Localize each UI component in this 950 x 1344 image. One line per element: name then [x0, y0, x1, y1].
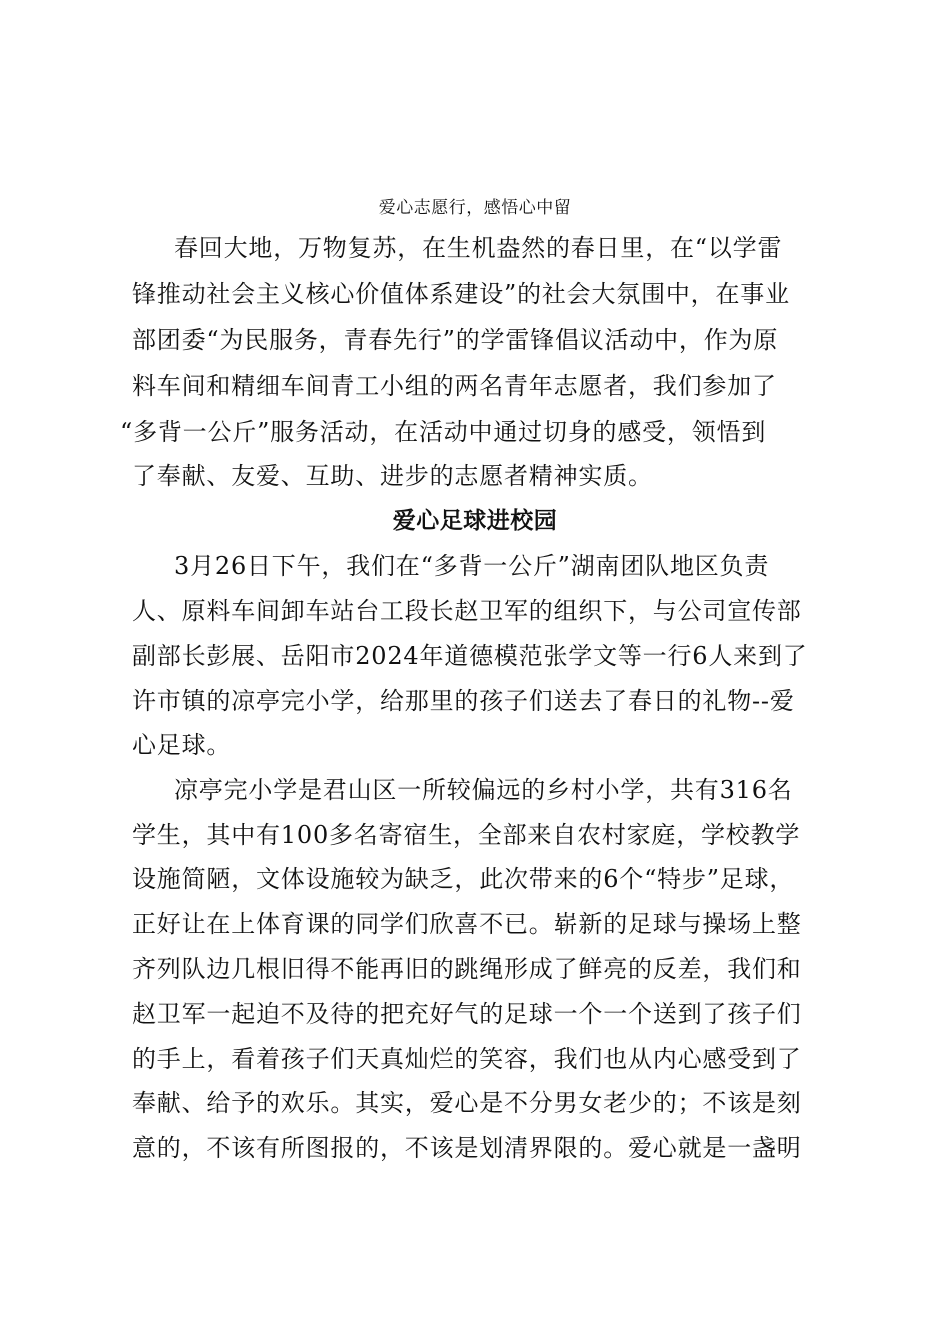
- intro-line: 锋推动社会主义核心价值体系建设”的社会大氛围中，在事业: [132, 280, 790, 308]
- intro-line: 了奉献、友爱、互助、进步的志愿者精神实质。: [132, 462, 653, 490]
- paragraph-line: 的手上，看着孩子们天真灿烂的笑容，我们也从内心感受到了: [132, 1045, 802, 1073]
- paragraph-line: 3月26日下午，我们在“多背一公斤”湖南团队地区负责: [174, 552, 770, 580]
- paragraph-line: 意的，不该有所图报的，不该是划清界限的。爱心就是一盏明: [132, 1134, 802, 1162]
- paragraph-line: 齐列队边几根旧得不能再旧的跳绳形成了鲜亮的反差，我们和: [132, 955, 802, 983]
- paragraph-line: 许市镇的凉亭完小学，给那里的孩子们送去了春日的礼物--爱: [132, 687, 795, 715]
- intro-line: “多背一公斤”服务活动，在活动中通过切身的感受，领悟到: [120, 418, 767, 446]
- intro-line: 部团委“为民服务，青春先行”的学雷锋倡议活动中，作为原: [132, 326, 779, 354]
- intro-line: 春回大地，万物复苏，在生机盎然的春日里，在“以学雷: [174, 234, 783, 262]
- intro-line: 料车间和精细车间青工小组的两名青年志愿者，我们参加了: [132, 372, 777, 400]
- paragraph-line: 正好让在上体育课的同学们欣喜不已。崭新的足球与操场上整: [132, 910, 802, 938]
- paragraph-line: 人、原料车间卸车站台工段长赵卫军的组织下，与公司宣传部: [132, 597, 802, 625]
- paragraph-line: 凉亭完小学是君山区一所较偏远的乡村小学，共有316名: [174, 776, 793, 804]
- paragraph-line: 奉献、给予的欢乐。其实，爱心是不分男女老少的；不该是刻: [132, 1089, 802, 1117]
- paragraph-line: 设施简陋，文体设施较为缺乏，此次带来的6个“特步”足球，: [132, 865, 795, 893]
- document-title: 爱心志愿行，感悟心中留: [378, 198, 572, 218]
- paragraph-line: 副部长彭展、岳阳市2024年道德模范张学文等一行6人来到了: [132, 642, 808, 670]
- paragraph-line: 学生，其中有100多名寄宿生，全部来自农村家庭，学校教学: [132, 821, 801, 849]
- paragraph-line: 心足球。: [132, 731, 232, 759]
- section-heading: 爱心足球进校园: [392, 508, 558, 534]
- paragraph-line: 赵卫军一起迫不及待的把充好气的足球一个一个送到了孩子们: [132, 1000, 802, 1028]
